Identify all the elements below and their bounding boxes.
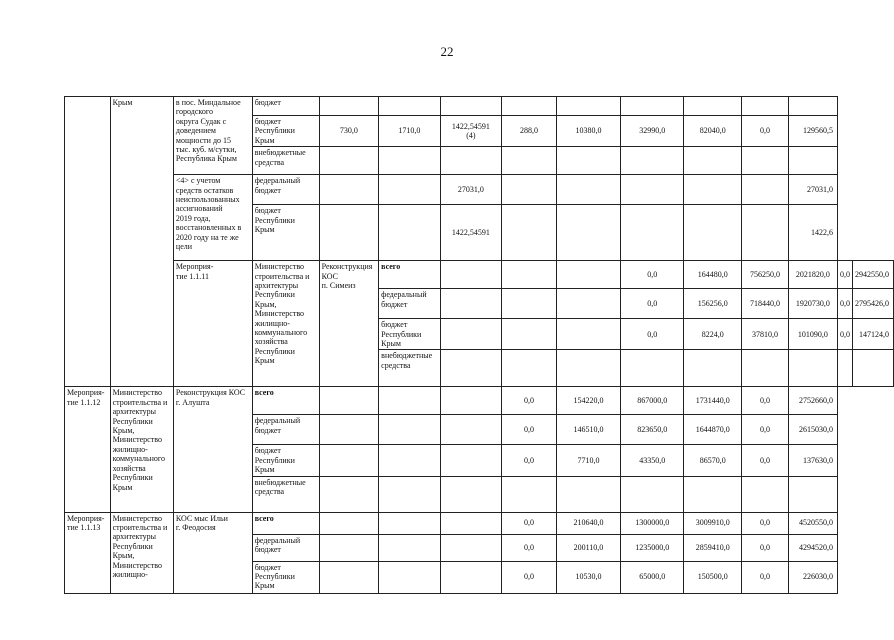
value-cell: 0,0 [502, 561, 556, 593]
value-cell: 200110,0 [556, 534, 621, 561]
value-cell [440, 319, 502, 350]
value-cell [379, 175, 440, 205]
value-cell [440, 97, 502, 116]
value-cell: 1731440,0 [684, 387, 742, 415]
value-cell [742, 97, 789, 116]
value-cell [379, 561, 440, 593]
value-cell: 164480,0 [684, 261, 742, 289]
object-cell: Реконструкция КОС п. Симеиз [319, 261, 379, 387]
value-cell [379, 97, 440, 116]
funding-source-cell: всего [379, 261, 440, 289]
value-cell [684, 476, 742, 512]
value-cell: 86570,0 [684, 445, 742, 476]
value-cell: 65000,0 [621, 561, 684, 593]
value-cell [621, 147, 684, 175]
value-cell [379, 205, 440, 261]
value-cell: 1235000,0 [621, 534, 684, 561]
table-row [65, 175, 894, 205]
executor-cell: Министерство строительства и архитектуры Республики Крым, Министерство жилищно- коммунального хозяйства Республики Крым [110, 387, 173, 512]
value-cell: 0,0 [742, 561, 789, 593]
executor-cell: Министерство строительства и архитектуры Республики Крым, Министерство жилищно- [110, 512, 173, 593]
value-cell: 154220,0 [556, 387, 621, 415]
value-cell [319, 561, 379, 593]
value-cell: 0,0 [742, 445, 789, 476]
value-cell [319, 147, 379, 175]
value-cell: 101090,0 [788, 319, 837, 350]
value-cell [502, 319, 556, 350]
funding-source-cell: всего [252, 387, 319, 415]
funding-source-cell: бюджет Республики Крым [252, 205, 319, 261]
value-cell: 10530,0 [556, 561, 621, 593]
value-cell [319, 387, 379, 415]
measure-cell: Мероприя- тие 1.1.12 [65, 387, 111, 512]
value-cell [440, 289, 502, 319]
value-cell [556, 289, 621, 319]
value-cell: 1300000,0 [621, 512, 684, 534]
value-cell [502, 476, 556, 512]
value-cell [556, 205, 621, 261]
value-cell [684, 175, 742, 205]
value-cell: 0,0 [502, 534, 556, 561]
value-cell [556, 97, 621, 116]
value-cell [742, 205, 789, 261]
funding-source-cell: внебюджетные средства [252, 147, 319, 175]
value-cell: 32990,0 [621, 116, 684, 147]
funding-source-cell: федеральный бюджет [252, 534, 319, 561]
executor-cell: Крым [110, 97, 173, 387]
page-number: 22 [440, 44, 454, 59]
value-cell: 730,0 [319, 116, 379, 147]
value-cell: 3009910,0 [684, 512, 742, 534]
value-cell: 226030,0 [788, 561, 837, 593]
value-cell: 0,0 [502, 387, 556, 415]
value-cell: 4520550,0 [788, 512, 837, 534]
value-cell [440, 445, 502, 476]
value-cell: 823650,0 [621, 415, 684, 445]
value-cell: 147124,0 [853, 319, 894, 350]
value-cell [621, 350, 684, 387]
value-cell: 27031,0 [788, 175, 837, 205]
value-cell [502, 97, 556, 116]
value-cell [853, 350, 894, 387]
value-cell: 0,0 [742, 116, 789, 147]
value-cell [379, 512, 440, 534]
value-cell [621, 205, 684, 261]
funding-source-cell: федеральный бюджет [252, 175, 319, 205]
value-cell [502, 205, 556, 261]
value-cell [319, 205, 379, 261]
value-cell [319, 97, 379, 116]
value-cell [621, 476, 684, 512]
funding-source-cell: внебюджетные средства [379, 350, 440, 387]
value-cell [502, 147, 556, 175]
value-cell [556, 147, 621, 175]
value-cell: 0,0 [838, 289, 853, 319]
value-cell [379, 415, 440, 445]
value-cell: 1422,6 [788, 205, 837, 261]
measure-cell [65, 97, 111, 387]
value-cell: 0,0 [742, 534, 789, 561]
funding-source-cell: бюджет [252, 97, 319, 116]
value-cell: 756250,0 [742, 261, 789, 289]
value-cell [788, 476, 837, 512]
value-cell [556, 476, 621, 512]
value-cell [319, 415, 379, 445]
value-cell [379, 476, 440, 512]
measure-cell: Мероприя- тие 1.1.13 [65, 512, 111, 593]
value-cell [742, 147, 789, 175]
value-cell [440, 387, 502, 415]
funding-source-cell: бюджет Республики Крым [252, 116, 319, 147]
value-cell: 137630,0 [788, 445, 837, 476]
value-cell: 2795426,0 [853, 289, 894, 319]
value-cell [788, 147, 837, 175]
value-cell [319, 175, 379, 205]
table-row [65, 97, 894, 116]
value-cell: 0,0 [502, 512, 556, 534]
funding-source-cell: федеральный бюджет [252, 415, 319, 445]
funding-source-cell: бюджет Республики Крым [252, 445, 319, 476]
value-cell: 1644870,0 [684, 415, 742, 445]
value-cell [556, 261, 621, 289]
value-cell [556, 175, 621, 205]
funding-source-cell: бюджет Республики Крым [252, 561, 319, 593]
value-cell: 718440,0 [742, 289, 789, 319]
value-cell [379, 445, 440, 476]
value-cell [440, 147, 502, 175]
value-cell [788, 350, 837, 387]
value-cell [838, 350, 853, 387]
value-cell: 288,0 [502, 116, 556, 147]
value-cell [502, 175, 556, 205]
value-cell: 1710,0 [379, 116, 440, 147]
value-cell: 146510,0 [556, 415, 621, 445]
value-cell: 7710,0 [556, 445, 621, 476]
value-cell: 0,0 [742, 387, 789, 415]
value-cell: 10380,0 [556, 116, 621, 147]
value-cell [440, 350, 502, 387]
value-cell [621, 97, 684, 116]
value-cell [379, 534, 440, 561]
value-cell: 0,0 [621, 289, 684, 319]
value-cell: 1422,54591 (4) [440, 116, 502, 147]
value-cell: 0,0 [502, 445, 556, 476]
value-cell: 129560,5 [788, 116, 837, 147]
value-cell: 82040,0 [684, 116, 742, 147]
value-cell: 0,0 [742, 512, 789, 534]
value-cell: 37810,0 [742, 319, 789, 350]
value-cell: 1920730,0 [788, 289, 837, 319]
value-cell [319, 445, 379, 476]
value-cell: 867000,0 [621, 387, 684, 415]
value-cell: 2615030,0 [788, 415, 837, 445]
object-cell: КОС мыс Ильи г. Феодосия [173, 512, 252, 593]
object-cell: <4> с учетом средств остатков неиспользованных ассигнований 2019 года, восстановленных в 2020 году на те же цели [173, 175, 252, 261]
value-cell [440, 534, 502, 561]
object-cell: Реконструкция КОС г. Алушта [173, 387, 252, 512]
value-cell: 0,0 [742, 415, 789, 445]
value-cell [379, 147, 440, 175]
value-cell [502, 289, 556, 319]
value-cell: 150500,0 [684, 561, 742, 593]
value-cell: 0,0 [502, 415, 556, 445]
executor-cell: Министерство строительства и архитектуры Республики Крым, Министерство жилищно- коммунального хозяйства Республики Крым [252, 261, 319, 387]
value-cell [440, 561, 502, 593]
value-cell: 43350,0 [621, 445, 684, 476]
value-cell [440, 512, 502, 534]
value-cell: 0,0 [621, 261, 684, 289]
value-cell: 0,0 [838, 319, 853, 350]
table-row [65, 387, 894, 415]
funding-source-cell: всего [252, 512, 319, 534]
value-cell: 0,0 [621, 319, 684, 350]
value-cell [319, 476, 379, 512]
value-cell [742, 350, 789, 387]
funding-source-cell: федеральный бюджет [379, 289, 440, 319]
value-cell: 0,0 [838, 261, 853, 289]
funding-source-cell: бюджет Республики Крым [379, 319, 440, 350]
object-cell: в пос. Миндальное городского округа Судак с доведением мощности до 15 тыс. куб. м/сутки, Республика Крым [173, 97, 252, 175]
value-cell [684, 97, 742, 116]
value-cell: 4294520,0 [788, 534, 837, 561]
value-cell [788, 97, 837, 116]
value-cell [440, 261, 502, 289]
value-cell [621, 175, 684, 205]
table-row [65, 512, 894, 534]
value-cell [502, 261, 556, 289]
value-cell [556, 319, 621, 350]
value-cell: 156256,0 [684, 289, 742, 319]
value-cell [742, 476, 789, 512]
value-cell: 210640,0 [556, 512, 621, 534]
value-cell: 2942550,0 [853, 261, 894, 289]
table-row [65, 261, 894, 289]
value-cell [440, 415, 502, 445]
budget-table [64, 96, 894, 594]
value-cell: 27031,0 [440, 175, 502, 205]
value-cell: 2021820,0 [788, 261, 837, 289]
value-cell [684, 147, 742, 175]
value-cell: 1422,54591 [440, 205, 502, 261]
value-cell [556, 350, 621, 387]
value-cell: 2859410,0 [684, 534, 742, 561]
value-cell [319, 512, 379, 534]
value-cell [684, 350, 742, 387]
value-cell [742, 175, 789, 205]
value-cell [440, 476, 502, 512]
value-cell [319, 534, 379, 561]
value-cell [684, 205, 742, 261]
measure-cell: Мероприя- тие 1.1.11 [173, 261, 252, 387]
value-cell: 8224,0 [684, 319, 742, 350]
funding-source-cell: внебюджетные средства [252, 476, 319, 512]
value-cell [502, 350, 556, 387]
value-cell [379, 387, 440, 415]
value-cell: 2752660,0 [788, 387, 837, 415]
